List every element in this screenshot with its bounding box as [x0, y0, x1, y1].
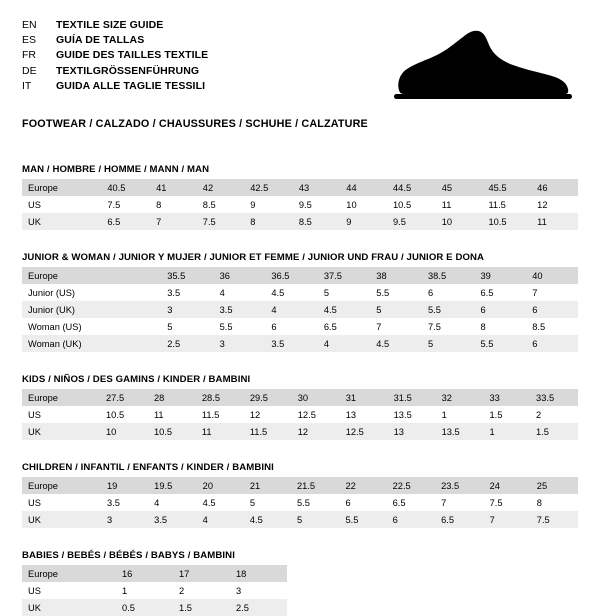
language-code: FR: [22, 49, 36, 62]
size-cell: 42: [197, 179, 244, 196]
size-cell: [111, 267, 161, 284]
size-cell: 18: [230, 565, 287, 582]
footwear-heading: FOOTWEAR / CALZADO / CHAUSSURES / SCHUHE / CALZATURE: [22, 118, 368, 130]
size-cell: 4: [265, 301, 317, 318]
size-cell: 10: [100, 423, 148, 440]
size-cell: 43: [293, 179, 340, 196]
language-title: GUIDE DES TAILLES TEXTILE: [56, 49, 209, 62]
size-cell: 5: [291, 511, 340, 528]
size-cell: 1.5: [530, 423, 578, 440]
size-cell: 7.5: [197, 213, 244, 230]
size-cell: 2: [530, 406, 578, 423]
row-label: Europe: [22, 565, 116, 582]
table-row: [22, 599, 287, 616]
size-cell: 11.5: [244, 423, 292, 440]
size-cell: 41: [150, 179, 197, 196]
size-cell: 7: [370, 318, 422, 335]
size-cell: 7: [150, 213, 197, 230]
size-cell: 31.5: [388, 389, 436, 406]
size-cell: 25: [531, 477, 578, 494]
size-cell: 11.5: [482, 196, 531, 213]
size-cell: 8: [150, 196, 197, 213]
size-section: [22, 374, 578, 440]
row-label: UK: [22, 599, 116, 616]
size-cell: 6: [422, 284, 474, 301]
size-cell: 8: [531, 494, 578, 511]
size-cell: 32: [436, 389, 484, 406]
size-cell: 29.5: [244, 389, 292, 406]
size-cell: 11.5: [196, 406, 244, 423]
size-cell: 11: [531, 213, 578, 230]
size-cell: 8.5: [526, 318, 578, 335]
size-cell: 2: [173, 582, 230, 599]
size-cell: 33: [484, 389, 531, 406]
size-cell: 37.5: [318, 267, 370, 284]
size-cell: 39: [474, 267, 526, 284]
size-table: [22, 565, 287, 616]
size-cell: 5.5: [291, 494, 340, 511]
language-row: [22, 64, 208, 79]
size-cell: 11: [148, 406, 196, 423]
row-label: Junior (UK): [22, 301, 111, 318]
table-row: [22, 582, 287, 599]
table-row: [22, 494, 578, 511]
size-tables-container: [22, 164, 578, 616]
language-title: GUIDA ALLE TAGLIE TESSILI: [56, 79, 206, 92]
size-cell: 36: [214, 267, 266, 284]
size-section: [22, 550, 578, 616]
size-cell: 1: [436, 406, 484, 423]
table-row: [22, 389, 578, 406]
size-cell: 12: [292, 423, 340, 440]
page-header: [22, 18, 578, 104]
size-cell: 23.5: [435, 477, 484, 494]
size-cell: 4.5: [265, 284, 317, 301]
row-label: UK: [22, 423, 100, 440]
size-table: [22, 179, 578, 230]
table-row: [22, 318, 578, 335]
size-cell: 35.5: [161, 267, 213, 284]
size-cell: 33.5: [530, 389, 578, 406]
size-section: [22, 164, 578, 230]
table-row: [22, 335, 578, 352]
section-title: MAN / HOMBRE / HOMME / MANN / MAN: [22, 164, 210, 175]
size-cell: 3.5: [101, 494, 148, 511]
size-cell: 3.5: [265, 335, 317, 352]
size-cell: 6: [339, 494, 386, 511]
size-cell: 6: [265, 318, 317, 335]
size-cell: 4: [197, 511, 244, 528]
size-cell: 3: [161, 301, 213, 318]
size-cell: 9: [340, 213, 387, 230]
size-cell: 7.5: [422, 318, 474, 335]
size-cell: 45.5: [482, 179, 531, 196]
size-cell: 1.5: [173, 599, 230, 616]
size-cell: 1.5: [484, 406, 531, 423]
size-cell: 10.5: [387, 196, 436, 213]
size-cell: 2.5: [161, 335, 213, 352]
size-cell: 8: [244, 213, 293, 230]
size-cell: 12: [531, 196, 578, 213]
size-cell: 5: [244, 494, 291, 511]
language-code: DE: [22, 64, 37, 77]
size-cell: 3: [101, 511, 148, 528]
row-label: Europe: [22, 267, 111, 284]
language-code: IT: [22, 79, 32, 92]
size-cell: 5.5: [422, 301, 474, 318]
size-cell: 6.5: [101, 213, 150, 230]
size-cell: 17: [173, 565, 230, 582]
size-cell: 3: [214, 335, 266, 352]
size-cell: 11: [436, 196, 483, 213]
row-label: Junior (US): [22, 284, 111, 301]
size-cell: 3.5: [161, 284, 213, 301]
size-cell: 5: [422, 335, 474, 352]
row-label: Europe: [22, 179, 101, 196]
size-cell: 45: [436, 179, 483, 196]
row-label: US: [22, 494, 101, 511]
size-cell: [111, 335, 161, 352]
size-cell: 31: [340, 389, 388, 406]
size-cell: 1: [116, 582, 173, 599]
language-title: TEXTILGRÖSSENFÜHRUNG: [56, 64, 200, 77]
size-cell: 3.5: [148, 511, 197, 528]
language-title-list: [22, 18, 208, 94]
size-cell: 12.5: [340, 423, 388, 440]
size-cell: 7: [484, 511, 531, 528]
size-cell: 7.5: [531, 511, 578, 528]
size-cell: 38: [370, 267, 422, 284]
size-cell: 27.5: [100, 389, 148, 406]
language-row: [22, 33, 208, 48]
size-cell: 3.5: [214, 301, 266, 318]
size-cell: 6.5: [474, 284, 526, 301]
size-cell: 13: [340, 406, 388, 423]
size-cell: 5.5: [339, 511, 386, 528]
size-cell: 6: [526, 335, 578, 352]
size-cell: 5.5: [474, 335, 526, 352]
row-label: Europe: [22, 389, 100, 406]
size-cell: 6: [526, 301, 578, 318]
language-row: [22, 79, 208, 94]
size-cell: 10.5: [100, 406, 148, 423]
section-title: JUNIOR & WOMAN / JUNIOR Y MUJER / JUNIOR ET FEMME / JUNIOR UND FRAU / JUNIOR E DONA: [22, 252, 485, 263]
size-cell: 28: [148, 389, 196, 406]
size-cell: 12: [244, 406, 292, 423]
size-cell: 3: [230, 582, 287, 599]
table-row: [22, 267, 578, 284]
section-title: KIDS / NIÑOS / DES GAMINS / KINDER / BAMBINI: [22, 374, 251, 385]
table-row: [22, 301, 578, 318]
size-cell: 28.5: [196, 389, 244, 406]
row-label: UK: [22, 213, 101, 230]
size-table: [22, 267, 578, 352]
size-cell: 2.5: [230, 599, 287, 616]
size-cell: 9.5: [387, 213, 436, 230]
table-row: [22, 423, 578, 440]
size-cell: 13: [388, 423, 436, 440]
size-cell: 6.5: [435, 511, 484, 528]
table-row: [22, 406, 578, 423]
section-title: BABIES / BEBÉS / BÉBÉS / BABYS / BAMBINI: [22, 550, 235, 561]
size-cell: 0.5: [116, 599, 173, 616]
size-cell: 16: [116, 565, 173, 582]
size-cell: 10.5: [148, 423, 196, 440]
size-cell: 21.5: [291, 477, 340, 494]
size-cell: 8: [474, 318, 526, 335]
size-cell: 22.5: [387, 477, 436, 494]
size-cell: 11: [196, 423, 244, 440]
language-title: GUÍA DE TALLAS: [56, 34, 145, 47]
size-cell: 20: [197, 477, 244, 494]
table-row: [22, 284, 578, 301]
language-title: TEXTILE SIZE GUIDE: [56, 19, 164, 31]
size-cell: 38.5: [422, 267, 474, 284]
size-cell: 36.5: [265, 267, 317, 284]
size-cell: 6.5: [318, 318, 370, 335]
size-cell: 4.5: [318, 301, 370, 318]
size-cell: 9: [244, 196, 293, 213]
language-row: [22, 48, 208, 63]
language-row: [22, 18, 208, 33]
size-cell: 10: [340, 196, 387, 213]
section-title: CHILDREN / INFANTIL / ENFANTS / KINDER / BAMBINI: [22, 462, 274, 473]
size-cell: 5: [161, 318, 213, 335]
size-table: [22, 389, 578, 440]
size-cell: 40.5: [101, 179, 150, 196]
size-cell: 24: [484, 477, 531, 494]
table-row: [22, 179, 578, 196]
table-row: [22, 477, 578, 494]
size-cell: 7: [526, 284, 578, 301]
size-cell: 40: [526, 267, 578, 284]
size-cell: 8.5: [293, 213, 340, 230]
size-section: [22, 462, 578, 528]
size-cell: 5.5: [370, 284, 422, 301]
row-label: Europe: [22, 477, 101, 494]
size-cell: 7: [435, 494, 484, 511]
size-cell: 6: [474, 301, 526, 318]
size-cell: 10: [436, 213, 483, 230]
row-label: US: [22, 196, 101, 213]
size-cell: 8.5: [197, 196, 244, 213]
language-code: ES: [22, 34, 37, 47]
size-cell: 4: [318, 335, 370, 352]
table-row: [22, 196, 578, 213]
table-row: [22, 565, 287, 582]
size-cell: 4.5: [244, 511, 291, 528]
table-row: [22, 213, 578, 230]
size-cell: 13.5: [436, 423, 484, 440]
size-cell: 13.5: [388, 406, 436, 423]
size-table: [22, 477, 578, 528]
size-cell: 22: [339, 477, 386, 494]
size-cell: 7.5: [101, 196, 150, 213]
size-cell: 5.5: [214, 318, 266, 335]
row-label: US: [22, 582, 116, 599]
size-cell: 5: [370, 301, 422, 318]
size-cell: 4: [214, 284, 266, 301]
size-cell: 7.5: [484, 494, 531, 511]
row-label: Woman (UK): [22, 335, 111, 352]
size-cell: 4.5: [370, 335, 422, 352]
size-section: [22, 252, 578, 352]
dress-shoe-icon: [389, 24, 574, 104]
size-cell: 46: [531, 179, 578, 196]
size-cell: 10.5: [482, 213, 531, 230]
size-cell: 6: [387, 511, 436, 528]
size-cell: 19: [101, 477, 148, 494]
size-cell: 6.5: [387, 494, 436, 511]
size-cell: 19.5: [148, 477, 197, 494]
size-cell: 42.5: [244, 179, 293, 196]
size-cell: [111, 284, 161, 301]
size-cell: [111, 318, 161, 335]
size-cell: 4: [148, 494, 197, 511]
size-cell: 30: [292, 389, 340, 406]
row-label: Woman (US): [22, 318, 111, 335]
language-code: EN: [22, 19, 37, 31]
size-cell: [111, 301, 161, 318]
size-cell: 12.5: [292, 406, 340, 423]
size-cell: 44.5: [387, 179, 436, 196]
row-label: UK: [22, 511, 101, 528]
size-cell: 9.5: [293, 196, 340, 213]
size-cell: 5: [318, 284, 370, 301]
size-cell: 1: [484, 423, 531, 440]
table-row: [22, 511, 578, 528]
row-label: US: [22, 406, 100, 423]
size-cell: 21: [244, 477, 291, 494]
size-cell: 4.5: [197, 494, 244, 511]
size-cell: 44: [340, 179, 387, 196]
